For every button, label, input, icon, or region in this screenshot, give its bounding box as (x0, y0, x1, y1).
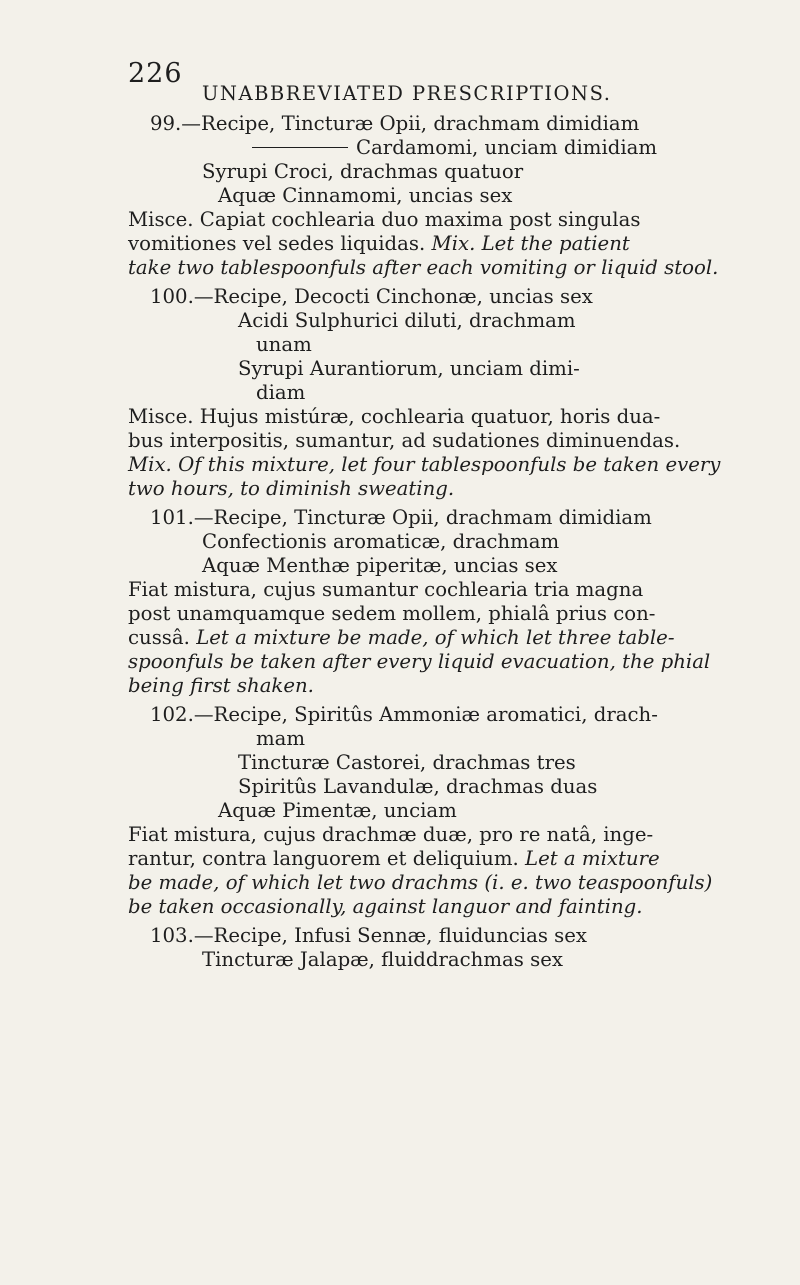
text-line: Syrupi Aurantiorum, unciam dimi- (238, 357, 580, 380)
text-line: 102.—Recipe, Spiritûs Ammoniæ aromatici, drach- (150, 703, 658, 726)
prescription-99 (128, 112, 768, 280)
text-line: Misce. Hujus mistúræ, cochlearia quatuor, horis dua- (128, 405, 661, 428)
translation-text: be made, of which let two drachms (i. e. two teaspoonfuls) (128, 871, 713, 894)
text-line: bus interpositis, sumantur, ad sudationes diminuendas. (128, 429, 681, 452)
text-line: 101.—Recipe, Tincturæ Opii, drachmam dimidiam (150, 506, 652, 529)
translation-text: being first shaken. (128, 674, 314, 697)
page-number: 226 (128, 58, 183, 89)
text-line: Syrupi Croci, drachmas quatuor (202, 160, 524, 183)
text-line: cussâ. (128, 626, 190, 649)
text-line: rantur, contra languorem et deliquium. (128, 847, 519, 870)
text-line: Aquæ Pimentæ, unciam (218, 799, 457, 822)
translation-text: two hours, to diminish sweating. (128, 477, 455, 500)
text-line: Misce. Capiat cochlearia duo maxima post singulas (128, 208, 641, 231)
text-line: Spiritûs Lavandulæ, drachmas duas (238, 775, 598, 798)
prescription-103 (128, 924, 768, 972)
text-line: Fiat mistura, cujus drachmæ duæ, pro re natâ, inge- (128, 823, 654, 846)
text-line: 100.—Recipe, Decocti Cinchonæ, uncias sex (150, 285, 593, 308)
translation-text: take two tablespoonfuls after each vomiting or liquid stool. (128, 256, 719, 279)
translation-text: Mix. Let the patient (431, 232, 630, 255)
text-line: 103.—Recipe, Infusi Sennæ, fluiduncias sex (150, 924, 588, 947)
running-head: UNABBREVIATED PRESCRIPTIONS. (202, 82, 612, 105)
text-line: diam (256, 381, 306, 404)
text-line: mam (256, 727, 306, 750)
text-line: vomitiones vel sedes liquidas. (128, 232, 426, 255)
text-line: Tincturæ Jalapæ, fluiddrachmas sex (202, 948, 563, 971)
text-line: 99.—Recipe, Tincturæ Opii, drachmam dimidiam (150, 112, 640, 135)
text-line: Fiat mistura, cujus sumantur cochlearia tria magna (128, 578, 644, 601)
translation-text: Let a mixture be made, of which let three table- (196, 626, 675, 649)
text-line: Aquæ Cinnamomi, uncias sex (218, 184, 513, 207)
translation-text: Mix. Of this mixture, let four tablespoonfuls be taken every (128, 453, 721, 476)
prescriptions-text (128, 112, 768, 972)
prescription-101 (128, 506, 768, 698)
translation-text: be taken occasionally, against languor and fainting. (128, 895, 643, 918)
text-line: Tincturæ Castorei, drachmas tres (238, 751, 576, 774)
text-line: Acidi Sulphurici diluti, drachmam (238, 309, 576, 332)
translation-text: spoonfuls be taken after every liquid evacuation, the phial (128, 650, 711, 673)
text-line: Cardamomi, unciam dimidiam (356, 136, 658, 159)
text-line: Aquæ Menthæ piperitæ, uncias sex (202, 554, 558, 577)
translation-text: Let a mixture (525, 847, 660, 870)
text-line: unam (256, 333, 312, 356)
ditto-dash (252, 147, 348, 148)
text-line: Confectionis aromaticæ, drachmam (202, 530, 560, 553)
text-line: post unamquamque sedem mollem, phialâ prius con- (128, 602, 656, 625)
prescription-100 (128, 285, 768, 501)
prescription-102 (128, 703, 768, 919)
page-header (128, 58, 680, 105)
